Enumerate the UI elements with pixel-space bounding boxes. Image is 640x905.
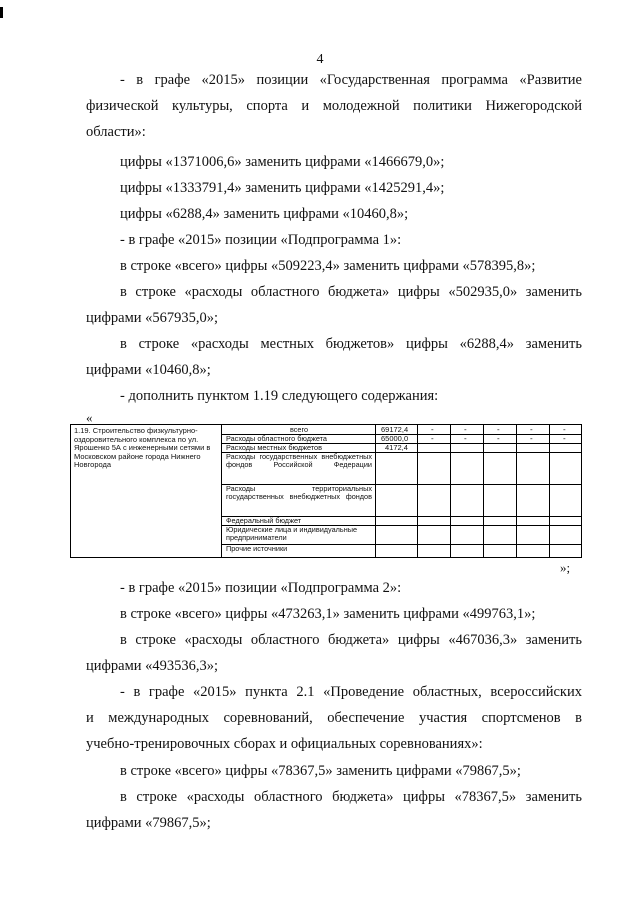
table-dash: -: [431, 434, 434, 443]
paragraph-line: и международных соревнований, обеспечение участия спортсменов в: [86, 710, 582, 726]
table-dash: -: [530, 425, 533, 434]
paragraph-line: - в графе «2015» пункта 2.1 «Проведение областных, всероссийских: [120, 684, 582, 700]
table-dash: -: [563, 434, 566, 443]
table-item-title: 1.19. Строительство физкультурно-оздоровительного комплекса по ул. Ярошенко 5А с инженерными сетями в Московском районе города Нижнего Новгорода: [74, 426, 211, 469]
paragraph-line: - в графе «2015» позиции «Государственная программа «Развитие: [120, 72, 582, 88]
paragraph-line: в строке «расходы областного бюджета» цифры «502935,0» заменить: [120, 284, 582, 300]
paragraph-line: - в графе «2015» позиции «Подпрограмма 1»:: [120, 232, 402, 248]
table-dash: -: [563, 425, 566, 434]
table-row-source: Расходы государственных внебюджетных фондов Российской Федерации: [226, 452, 372, 469]
table-dash: -: [464, 434, 467, 443]
paragraph-line: в строке «расходы областного бюджета» цифры «467036,3» заменить: [120, 632, 582, 648]
table-row-value: 65000,0: [381, 434, 409, 443]
table-dash: -: [497, 434, 500, 443]
paragraph-line: в строке «всего» цифры «78367,5» заменить цифрами «79867,5»;: [120, 763, 521, 779]
table-row-value: 69172,4: [381, 425, 409, 434]
table-dash: -: [464, 425, 467, 434]
paragraph-line: цифры «1333791,4» заменить цифрами «1425291,4»;: [120, 180, 445, 196]
paragraph-line: физической культуры, спорта и молодежной политики Нижегородской: [86, 98, 582, 114]
table-row-source: Расходы местных бюджетов: [226, 443, 322, 452]
quote-open: «: [86, 410, 93, 425]
table-dash: -: [431, 425, 434, 434]
paragraph-line: - в графе «2015» позиции «Подпрограмма 2»:: [120, 580, 402, 596]
paragraph-line: - дополнить пунктом 1.19 следующего содержания:: [120, 388, 439, 404]
paragraph-line: цифрами «493536,3»;: [86, 658, 219, 674]
table-row-source: Юридические лица и индивидуальные предприниматели: [226, 525, 358, 542]
quote-close: »;: [560, 560, 571, 575]
paragraph-line: цифрами «567935,0»;: [86, 310, 219, 326]
table-row-source: всего: [289, 425, 309, 434]
paragraph-line: в строке «всего» цифры «473263,1» заменить цифрами «499763,1»;: [120, 606, 536, 622]
page-number: 4: [316, 52, 324, 67]
inserted-table: [70, 424, 582, 558]
table-row-source: Прочие источники: [226, 544, 288, 553]
paragraph-line: цифры «6288,4» заменить цифрами «10460,8»;: [120, 206, 409, 222]
table-row-source: Расходы областного бюджета: [226, 434, 327, 443]
paragraph-line: в строке «расходы областного бюджета» цифры «78367,5» заменить: [120, 789, 582, 805]
scan-mark: [0, 7, 3, 18]
paragraph-line: цифрами «10460,8»;: [86, 362, 211, 378]
table-row-value: 4172,4: [385, 443, 408, 452]
paragraph-line: области»:: [86, 124, 146, 140]
table-row-source: Расходы территориальных государственных внебюджетных фондов: [226, 484, 372, 501]
table-row-source: Федеральный бюджет: [226, 516, 302, 525]
paragraph-line: цифры «1371006,6» заменить цифрами «1466679,0»;: [120, 154, 445, 170]
paragraph-line: учебно-тренировочных сборах и официальных соревнованиях»:: [86, 736, 483, 752]
paragraph-line: в строке «расходы местных бюджетов» цифры «6288,4» заменить: [120, 336, 582, 352]
table-dash: -: [530, 434, 533, 443]
paragraph-line: цифрами «79867,5»;: [86, 815, 211, 831]
table-dash: -: [497, 425, 500, 434]
paragraph-line: в строке «всего» цифры «509223,4» заменить цифрами «578395,8»;: [120, 258, 536, 274]
